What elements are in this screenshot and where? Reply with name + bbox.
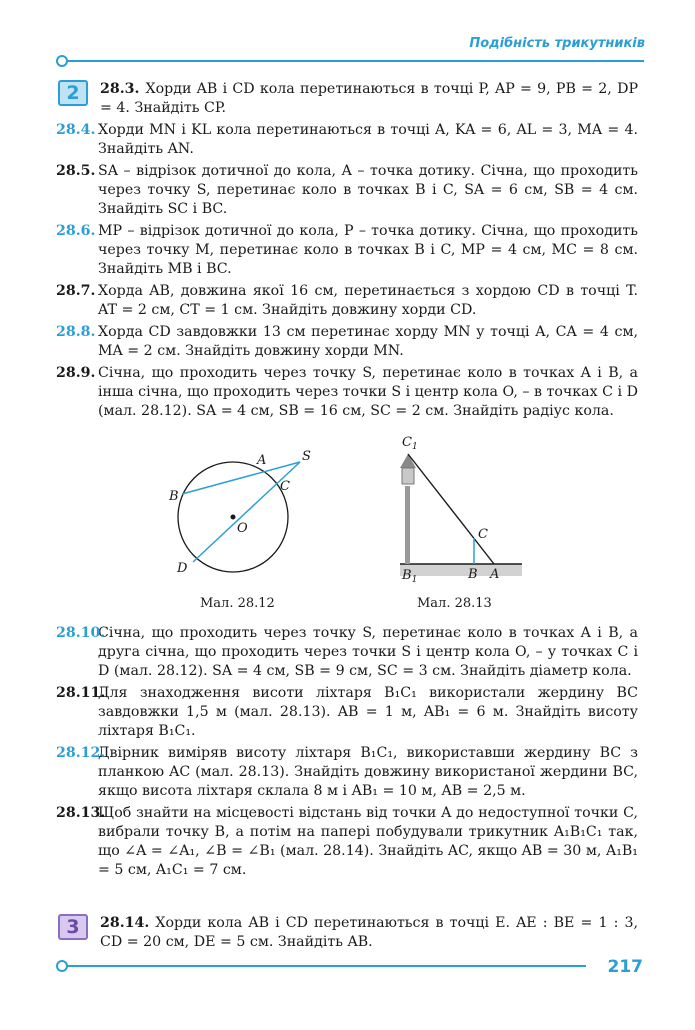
- label-b1-main: B: [402, 568, 412, 583]
- label-o: O: [237, 521, 248, 536]
- problem-text: Хорди кола AB і CD перетинаються в точці E. AE : BE = 1 : 3, CD = 20 см, DE = 5 см. Знайдіть AB.: [100, 915, 638, 950]
- label-b: B: [169, 489, 179, 504]
- problem-28-5: [56, 162, 638, 219]
- problem-number: 28.13.: [56, 805, 106, 821]
- section-title: Подібність трикутників: [469, 36, 645, 51]
- figures: [160, 432, 560, 622]
- problem-number: 28.6.: [56, 223, 96, 239]
- problem-text: Хорда CD завдовжки 13 см перетинає хорду MN у точці A, CA = 4 см, MA = 2 см. Знайдіть довжину хорди MN.: [98, 324, 638, 359]
- problem-text: Хорди MN і KL кола перетинаються в точці A, KA = 6, AL = 3, MA = 4. Знайдіть AN.: [98, 122, 638, 157]
- problem-28-11: [56, 684, 638, 741]
- problem-28-13: [56, 804, 638, 880]
- level-3-badge: 3: [58, 914, 88, 940]
- problem-list-last: [56, 914, 638, 955]
- problem-text: MP – відрізок дотичної до кола, P – точка дотику. Січна, що проходить через точку M, перетинає коло в точках B і C, MP = 4 см, MC = 8 см. Знайдіть MB і BC.: [98, 223, 638, 277]
- header-rule: [66, 60, 644, 62]
- problem-28-7: [56, 282, 638, 320]
- label-c1-sub: 1: [411, 442, 418, 452]
- lamp-post: [405, 486, 410, 564]
- problem-number: 28.3.: [100, 81, 140, 97]
- problem-28-9: [56, 364, 638, 421]
- problem-text: Щоб знайти на місцевості відстань від точки A до недоступної точки C, вибрали точку B, а потім на папері побудували трикутник A₁B₁C₁ так, що ∠A = ∠A₁, ∠B = ∠B₁ (мал. 28.14). Знайдіть AC, якщо AB = 30 м, A₁B₁ = 5 см, A₁C₁ = 7 см.: [98, 805, 638, 878]
- label-b1-sub: 1: [411, 575, 418, 585]
- problem-text: Січна, що проходить через точку S, перетинає коло в точках A і B, а друга січна, що проходить через точки S і центр кола O, – у точках C і D (мал. 28.12). SA = 4 см, SB = 9 см, SC = 3 см. Знайдіть діаметр кола.: [98, 625, 638, 679]
- problem-number: 28.7.: [56, 283, 96, 299]
- figure-28-13: [396, 432, 536, 592]
- problem-number: 28.10.: [56, 625, 106, 641]
- problem-text: Січна, що проходить через точку S, перетинає коло в точках A і B, а інша січна, що проходить через точки S і центр кола O, – в точках C і D (мал. 28.12). SA = 4 см, SB = 16 см, SC = 2 см. Знайдіть радіус кола.: [98, 365, 638, 419]
- problem-list-top: [56, 80, 638, 424]
- ground: [400, 564, 522, 576]
- label-c1: [402, 435, 418, 452]
- problem-text: Хорда AB, довжина якої 16 см, перетинається з хордою CD в точці T. AT = 2 см, CT = 1 см. Знайдіть довжину хорди CD.: [98, 283, 638, 318]
- label-c1-main: C: [402, 435, 412, 450]
- problem-number: 28.14.: [100, 915, 150, 931]
- label-d: D: [177, 561, 188, 576]
- problem-28-8: [56, 323, 638, 361]
- problem-28-4: [56, 121, 638, 159]
- problem-text: Двірник виміряв висоту ліхтаря B₁C₁, використавши жердину BC з планкою AC (мал. 28.13). Знайдіть довжину використаної жердини BC, якщо висота ліхтаря склала 8 м і AB₁ = 10 м, AB = 2,5 м.: [98, 745, 638, 799]
- label-c: C: [280, 479, 290, 494]
- figure-28-12-caption: Мал. 28.12: [200, 596, 275, 611]
- problem-28-10: [56, 624, 638, 681]
- problem-28-14: [56, 914, 638, 952]
- light-ray: [408, 454, 494, 564]
- label-c: C: [478, 527, 488, 542]
- problem-number: 28.4.: [56, 122, 96, 138]
- problem-number: 28.11.: [56, 685, 106, 701]
- problem-text: Для знаходження висоти ліхтаря B₁C₁ використали жердину BC завдовжки 1,5 м (мал. 28.13). AB = 1 м, AB₁ = 6 м. Знайдіть висоту ліхтаря B₁C₁.: [98, 685, 638, 739]
- problem-28-6: [56, 222, 638, 279]
- problem-28-3: [56, 80, 638, 118]
- level-2-badge: 2: [58, 80, 88, 106]
- footer-rule: [66, 965, 586, 967]
- center-point: [231, 515, 236, 520]
- page-number: 217: [607, 957, 643, 977]
- problem-number: 28.8.: [56, 324, 96, 340]
- problem-list-bottom: [56, 624, 638, 883]
- label-s: S: [302, 449, 311, 464]
- problem-number: 28.5.: [56, 163, 96, 179]
- problem-text: Хорди AB і CD кола перетинаються в точці P, AP = 9, PB = 2, DP = 4. Знайдіть CP.: [100, 81, 638, 116]
- figure-28-12: [160, 442, 330, 592]
- problem-28-12: [56, 744, 638, 801]
- problem-number: 28.12.: [56, 745, 106, 761]
- label-a: A: [257, 453, 267, 468]
- lamp-glass: [402, 468, 414, 484]
- problem-text: SA – відрізок дотичної до кола, A – точка дотику. Січна, що проходить через точку S, перетинає коло в точках B і C, SA = 6 см, SB = 4 см. Знайдіть SC і BC.: [98, 163, 638, 217]
- label-b: B: [468, 567, 478, 582]
- figure-28-13-caption: Мал. 28.13: [417, 596, 492, 611]
- label-a: A: [490, 567, 500, 582]
- problem-number: 28.9.: [56, 365, 96, 381]
